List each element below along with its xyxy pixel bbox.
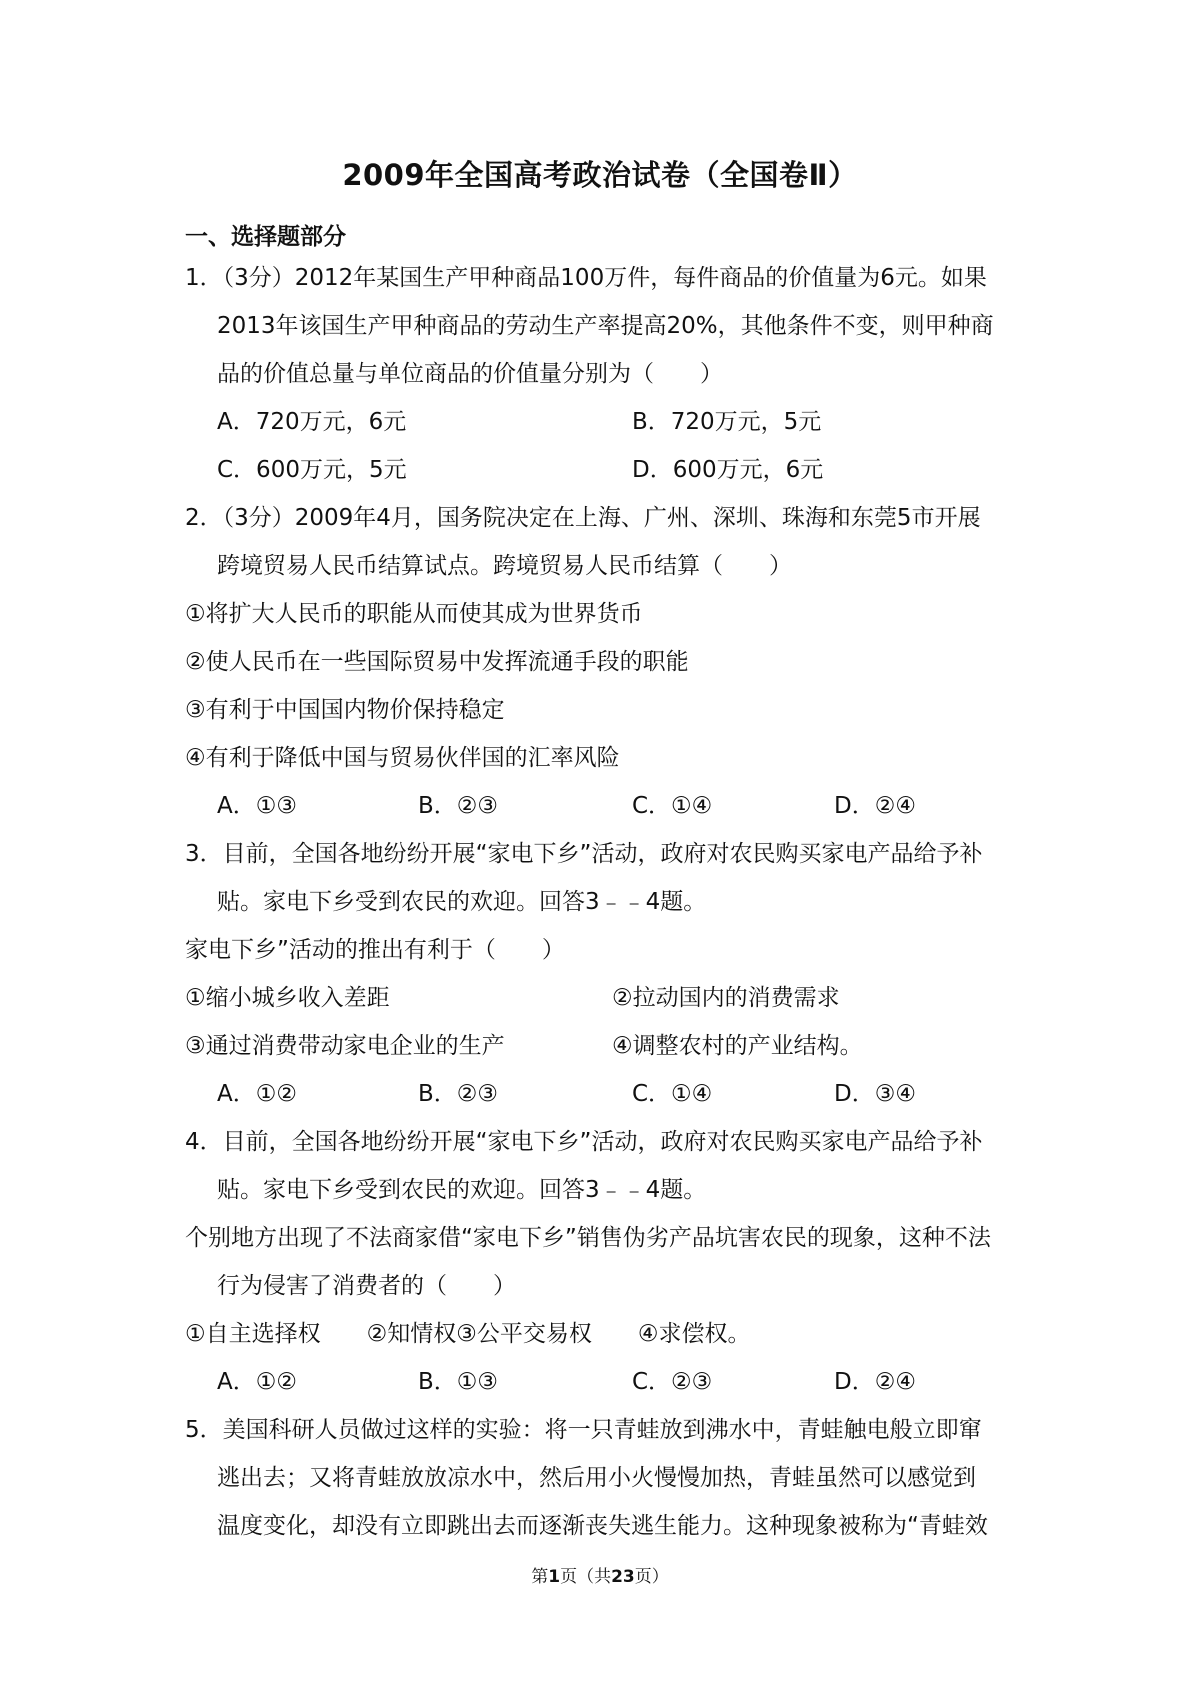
question-2-line: 2．（3分）2009年4月，国务院决定在上海、广州、深圳、珠海和东莞5市开展: [185, 505, 981, 531]
q2-option-c: C．①④: [632, 793, 713, 819]
footer-text: 第: [531, 1567, 549, 1587]
question-4-line: 4．目前，全国各地纷纷开展“家电下乡”活动，政府对农民购买家电产品给予补: [185, 1129, 983, 1155]
question-4-prompt: 行为侵害了消费者的（ ）: [217, 1273, 516, 1299]
q4-option-b: B．①③: [418, 1369, 499, 1395]
q4-option-a: A．①②: [217, 1369, 297, 1395]
question-5-line: 逃出去；又将青蛙放放凉水中，然后用小火慢慢加热，青蛙虽然可以感觉到: [217, 1465, 976, 1491]
q2-option-a: A．①③: [217, 793, 297, 819]
section-heading: 一、选择题部分: [185, 224, 346, 250]
q3-option-d: D．③④: [834, 1081, 916, 1107]
q2-option-d: D．②④: [834, 793, 916, 819]
question-5-line: 5．美国科研人员做过这样的实验：将一只青蛙放到沸水中，青蛙触电般立即窜: [185, 1417, 982, 1443]
question-4-prompt: 个别地方出现了不法商家借“家电下乡”销售伪劣产品坑害农民的现象，这种不法: [185, 1225, 991, 1251]
question-3-line: 贴。家电下乡受到农民的欢迎。回答3﹣﹣4题。: [217, 889, 707, 915]
question-3-line: 3．目前，全国各地纷纷开展“家电下乡”活动，政府对农民购买家电产品给予补: [185, 841, 983, 867]
question-3-statement: ③通过消费带动家电企业的生产: [185, 1033, 505, 1059]
question-2-statement: ④有利于降低中国与贸易伙伴国的汇率风险: [185, 745, 620, 771]
question-2-statement: ③有利于中国国内物价保持稳定: [185, 697, 505, 723]
question-3-statement: ②拉动国内的消费需求: [612, 985, 840, 1011]
q4-option-d: D．②④: [834, 1369, 916, 1395]
question-4-statements: ①自主选择权 ②知情权③公平交易权 ④求偿权。: [185, 1321, 751, 1347]
question-2-statement: ②使人民币在一些国际贸易中发挥流通手段的职能: [185, 649, 689, 675]
page-number: 1: [548, 1567, 561, 1587]
question-3-statement: ④调整农村的产业结构。: [612, 1033, 863, 1059]
footer-text: 页）: [634, 1567, 669, 1587]
page-footer: [0, 1562, 1200, 1587]
q4-option-c: C．②③: [632, 1369, 713, 1395]
q1-option-b: B．720万元，5元: [632, 409, 822, 435]
page-title: 2009年全国高考政治试卷（全国卷Ⅱ）: [342, 158, 858, 192]
total-pages: 23: [611, 1567, 635, 1587]
footer-text: 页（共: [560, 1567, 612, 1587]
question-2-statement: ①将扩大人民币的职能从而使其成为世界货币: [185, 601, 643, 627]
q1-option-c: C．600万元，5元: [217, 457, 407, 483]
question-1-line: 品的价值总量与单位商品的价值量分别为（ ）: [217, 361, 723, 387]
question-5-line: 温度变化，却没有立即跳出去而逐渐丧失逃生能力。这种现象被称为“青蛙效: [217, 1513, 988, 1539]
q1-option-a: A．720万元，6元: [217, 409, 407, 435]
q1-option-d: D．600万元，6元: [632, 457, 824, 483]
question-3-statement: ①缩小城乡收入差距: [185, 985, 390, 1011]
q3-option-a: A．①②: [217, 1081, 297, 1107]
question-2-line: 跨境贸易人民币结算试点。跨境贸易人民币结算（ ）: [217, 553, 792, 579]
question-3-prompt: 家电下乡”活动的推出有利于（ ）: [185, 937, 565, 963]
question-1-line: 2013年该国生产甲种商品的劳动生产率提高20%，其他条件不变，则甲种商: [217, 313, 994, 339]
q3-option-b: B．②③: [418, 1081, 499, 1107]
question-4-line: 贴。家电下乡受到农民的欢迎。回答3﹣﹣4题。: [217, 1177, 707, 1203]
q2-option-b: B．②③: [418, 793, 499, 819]
q3-option-c: C．①④: [632, 1081, 713, 1107]
question-1-line: 1．（3分）2012年某国生产甲种商品100万件，每件商品的价值量为6元。如果: [185, 265, 987, 291]
